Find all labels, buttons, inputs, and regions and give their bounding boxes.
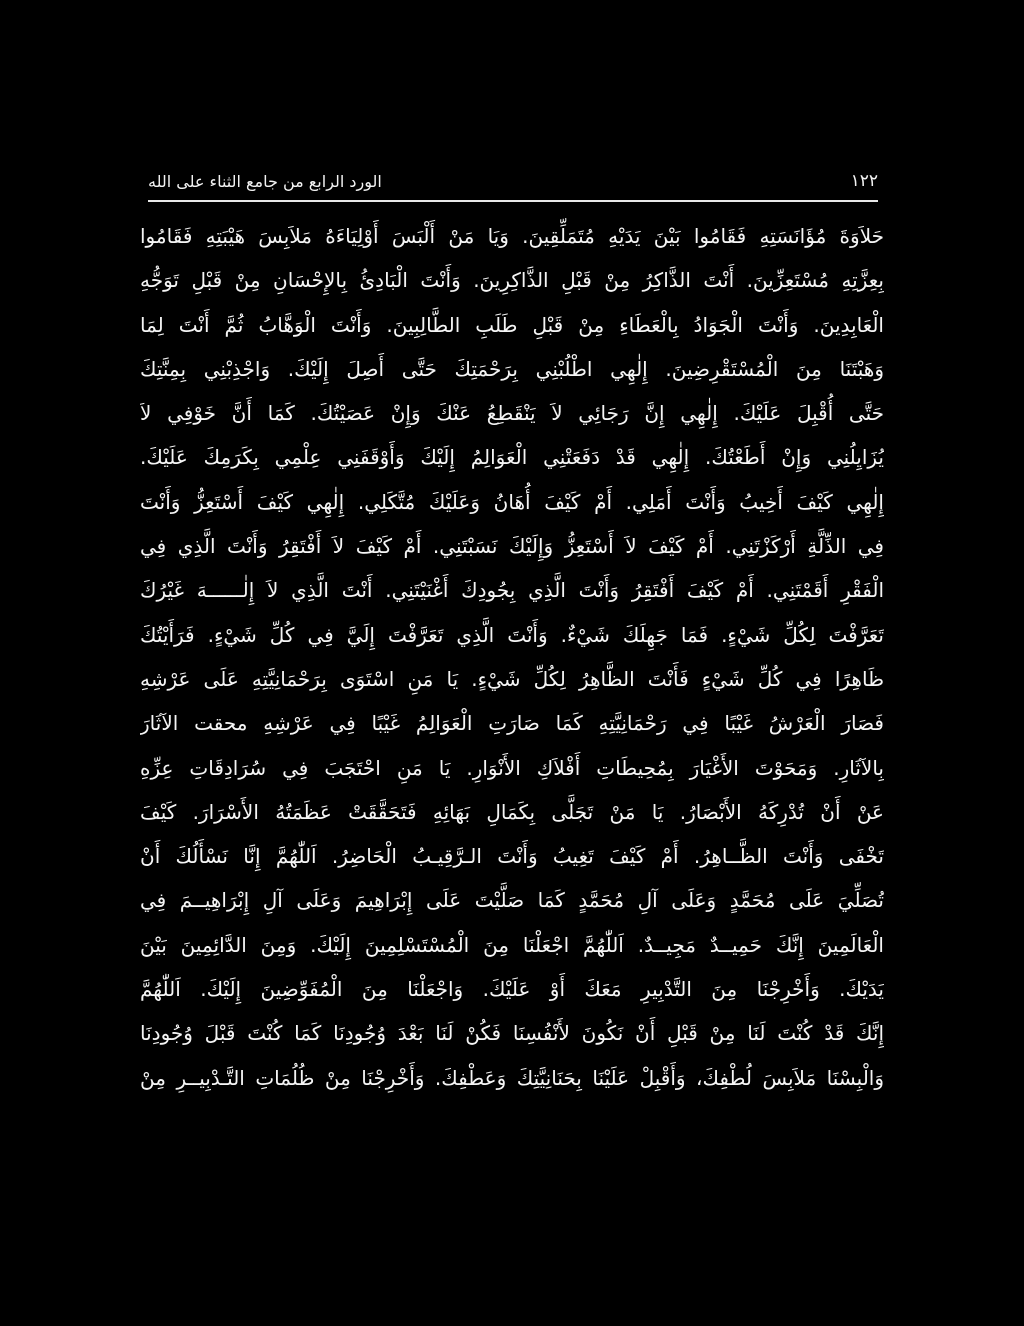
text-line: إِنَّكَ قَدْ كُنْتَ لَنَا مِنْ قَبْلِ أَنْ نَكُونَ لأَنْفُسِنَا فَكُنْ لَنَا بَعْدَ وُجُودِنَا كَمَا كُنْتَ قَبْلَ وُجُودِنَا: [140, 1021, 884, 1046]
text-line: وَهَبْتَنَا مِنَ الْمُسْتَقْرِضِينَ. إِلٰهِي اطْلُبْنِي بِرَحْمَتِكَ حَتَّى أَصِلَ إِلَيْكَ. وَاجْذِبْنِي بِمِنَّتِكَ: [140, 356, 884, 381]
text-line: فِي الذِّلَّةِ أَرْكَزْتَنِي. أَمْ كَيْفَ لاَ أَسْتَعِزُّ وَإِلَيْكَ نَسَبْتَنِي. أَمْ كَيْفَ لاَ أَفْتَقِرُ وَأَنْتَ الَّذِي فِي: [140, 534, 884, 559]
text-line: يُزَايِلُنِي وَإِنْ أَطَعْتُكَ. إِلٰهِي قَدْ دَفَعَتْنِي الْعَوَالِمُ إِلَيْكَ وَأَوْقَفَنِي عِلْمِي بِكَرَمِكَ عَلَيْكَ.: [140, 445, 884, 470]
text-line: بِالآثَارِ. وَمَحَوْتَ الأَغْيَارَ بِمُحِيطَاتِ أَفْلاَكِ الأَنْوَارِ. يَا مَنِ احْتَجَبَ فِي سُرَادِقَاتِ عِزِّهِ: [140, 755, 884, 780]
text-line: الْعَابِدِينَ. وَأَنْتَ الْجَوَادُ بِالْعَطَاءِ مِنْ قَبْلِ طَلَبِ الطَّالِبِينَ. وَأَنْتَ الْوَهَّابُ ثُمَّ أَنْتَ لِمَا: [140, 312, 884, 337]
running-head-title: الورد الرابع من جامع الثناء على الله: [148, 171, 382, 191]
text-line: تَخْفَى وَأَنْتَ الظَّــاهِرُ. أَمْ كَيْفَ تَغِيبُ وَأَنْتَ الـرَّقِيـبُ الْحَاضِرُ. اَللّٰهُمَّ إِنَّا نَسْأَلُكَ أَنْ: [140, 844, 884, 869]
text-line: عَنْ أَنْ تُدْرِكَهُ الأَبْصَارُ. يَا مَنْ تَجَلَّى بِكَمَالِ بَهَائِهِ فَتَحَقَّقَتْ عَظَمَتُهُ الأَسْرَارَ. كَيْفَ: [140, 799, 884, 824]
text-line: وَالْبِسْنَا مَلاَبِسَ لُطْفِكَ، وَأَقْبِلْ عَلَيْنَا بِحَنَانِيَّتِكَ وَعَطْفِكَ. وَأَخْرِجْنَا مِنْ ظُلُمَاتِ التَّـدْبِيــرِ مِنْ: [140, 1065, 884, 1090]
body-text: [140, 214, 884, 1100]
text-line: الْفَقْرِ أَقَمْتَنِي. أَمْ كَيْفَ أَفْتَقِرُ وَأَنْتَ الَّذِي بِجُودِكَ أَغْنَيْتَنِي. أَنْتَ الَّذِي لاَ إِلٰــــــهَ غَيْرُكَ: [140, 578, 884, 603]
text-line: يَدَيْكَ. وَأَخْرِجْنَا مِنَ التَّدْبِيرِ مَعَكَ أَوْ عَلَيْكَ. وَاجْعَلْنَا مِنَ الْمُفَوِّضِينَ إِلَيْكَ. اَللّٰهُمَّ: [140, 977, 884, 1002]
text-line: تُصَلِّيَ عَلَى مُحَمَّدٍ وَعَلَى آلِ مُحَمَّدٍ كَمَا صَلَّيْتَ عَلَى إِبْرَاهِيمَ وَعَلَى آلِ إِبْرَاهِيــمَ فِي: [140, 888, 884, 913]
header-rule: [148, 200, 878, 202]
text-line: حَلاَوَةَ مُؤَانَسَتِهِ فَقَامُوا بَيْنَ يَدَيْهِ مُتَمَلِّقِينَ. وَيَا مَنْ أَلْبَسَ أَوْلِيَاءَهُ مَلاَبِسَ هَيْبَتِهِ فَقَامُوا: [140, 224, 884, 248]
text-line: حَتَّى أُقْبِلَ عَلَيْكَ. إِلٰهِي إِنَّ رَجَائِي لاَ يَنْقَطِعُ عَنْكَ وَإِنْ عَصَيْتُكَ. كَمَا أَنَّ خَوْفِي لاَ: [140, 401, 884, 426]
text-line: فَصَارَ الْعَرْشُ غَيْبًا فِي رَحْمَانِيَّتِهِ كَمَا صَارَتِ الْعَوَالِمُ غَيْبًا فِي عَرْشِهِ محقت الآثَارَ: [140, 711, 884, 736]
text-line: الْعَالَمِينَ إِنَّكَ حَمِيــدٌ مَجِيــدٌ. اَللّٰهُمَّ اجْعَلْنَا مِنَ الْمُسْتَسْلِمِينَ إِلَيْكَ. وَمِنَ الدَّائِمِينَ بَيْنَ: [140, 932, 884, 957]
text-line: ظَاهِرًا فِي كُلِّ شَيْءٍ فَأَنْتَ الظَّاهِرُ لِكُلِّ شَيْءٍ. يَا مَنِ اسْتَوَى بِرَحْمَانِيَّتِهِ عَلَى عَرْشِهِ: [140, 666, 884, 691]
text-line: بِعِزَّتِهِ مُسْتَعِزِّينَ. أَنْتَ الذَّاكِرُ مِنْ قَبْلِ الذَّاكِرِينَ. وَأَنْتَ الْبَادِئُ بِالإِحْسَانِ مِنْ قَبْلِ تَوَجُّهِ: [140, 268, 884, 293]
page-number: ١٢٢: [850, 171, 878, 191]
text-line: تَعَرَّفْتَ لِكُلِّ شَيْءٍ. فَمَا جَهِلَكَ شَيْءٌ. وَأَنْتَ الَّذِي تَعَرَّفْتَ إِلَيَّ فِي كُلِّ شَيْءٍ. فَرَأَيْتُكَ: [140, 622, 884, 647]
running-head: [148, 166, 878, 196]
text-line: إِلٰهِي كَيْفَ أَخِيبُ وَأَنْتَ أَمَلِي. أَمْ كَيْفَ أُهَانُ وَعَلَيْكَ مُتَّكَلِي. إِلٰهِي كَيْفَ أَسْتَعِزُّ وَأَنْتَ: [140, 489, 884, 514]
